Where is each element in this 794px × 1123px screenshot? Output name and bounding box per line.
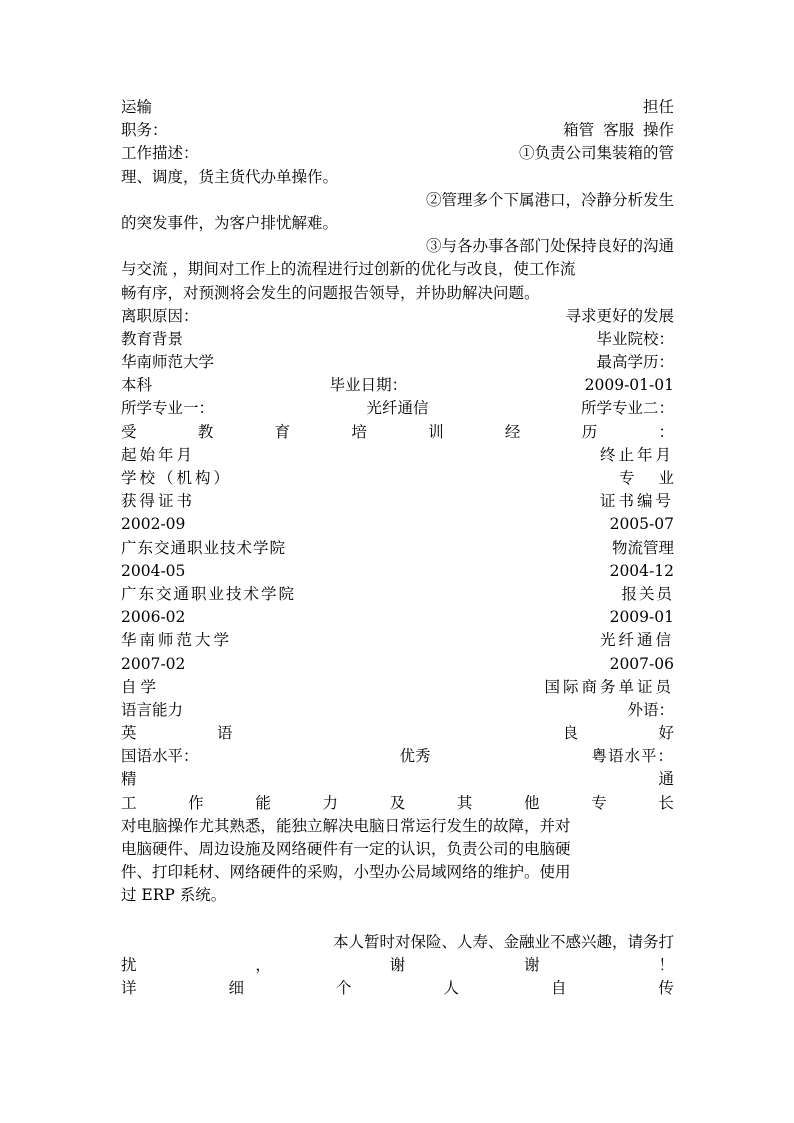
note-line-3 — [121, 977, 674, 1000]
mandarin-label: 国语水平： — [121, 747, 199, 766]
skills-title-char: 其 — [456, 793, 473, 812]
note-char: 谢 — [524, 955, 540, 974]
col-end: 终止年月 — [599, 445, 674, 464]
foreign-char: 好 — [658, 724, 674, 743]
note-line-1 — [121, 931, 674, 954]
skills-title-char: 他 — [524, 793, 540, 812]
col-school-line — [121, 467, 698, 490]
col-cert-no: 证书编号 — [599, 492, 674, 511]
skills-title-char: 专 — [591, 793, 607, 812]
cantonese-char: 精 — [121, 770, 137, 789]
training-title-char: 培 — [351, 422, 367, 441]
record-2-info — [121, 583, 674, 606]
record-end: 2007-06 — [609, 654, 674, 673]
cantonese-char: 通 — [658, 770, 674, 789]
skills-title-char: 力 — [322, 793, 339, 812]
leave-label: 离职原因： — [121, 306, 199, 325]
skills-line-3 — [121, 861, 674, 884]
edu-title-line — [121, 328, 674, 351]
industry-prefix: 运输 — [121, 98, 153, 116]
record-3-dates — [121, 606, 674, 629]
language-section-title: 语言能力 — [121, 700, 184, 719]
record-start: 2006-02 — [121, 608, 186, 627]
mandarin-value: 优秀 — [399, 747, 431, 766]
skills-title-char: 长 — [658, 793, 674, 812]
foreign-char: 英 — [121, 724, 137, 743]
record-major: 光纤通信 — [599, 631, 674, 650]
skills-title-line — [121, 792, 674, 815]
foreign-char: 语 — [216, 724, 233, 743]
record-school: 广东交通职业技术学院 — [121, 584, 297, 603]
industry-line — [121, 96, 674, 119]
col-major: 专业 — [618, 469, 698, 487]
record-major: 国际商务单证员 — [544, 677, 674, 696]
record-end: 2004-12 — [609, 561, 674, 580]
desc-2b: 的突发事件，为客户排忧解难。 — [121, 213, 339, 232]
record-major: 报关员 — [621, 584, 674, 603]
skills-text: 件、打印耗材、网络硬件的采购，小型办公局域网络的维护。使用 — [121, 863, 571, 882]
desc-1b: 理、调度，货主货代办单操作。 — [121, 167, 339, 186]
record-school: 广东交通职业技术学院 — [121, 538, 287, 557]
foreign-line — [121, 722, 674, 745]
col-school: 学校（机构） — [121, 469, 233, 487]
note-line-2 — [121, 954, 674, 977]
grad-date-value: 2009-01-01 — [584, 376, 674, 395]
col-cert: 获得证书 — [121, 492, 196, 511]
school-label: 毕业院校： — [596, 329, 674, 348]
desc-3b: 与交流 ，期间对工作上的流程进行过创新的优化与改良，使工作流 — [121, 260, 576, 279]
record-3-info — [121, 629, 674, 652]
duty-value: 箱管 客服 操作 — [563, 121, 674, 140]
record-1-dates — [121, 513, 674, 536]
training-title-char: 历 — [581, 422, 598, 441]
foreign-char: 良 — [562, 724, 579, 743]
degree-value: 本科 — [121, 376, 153, 395]
leave-value: 寻求更好的发展 — [565, 306, 674, 325]
col-cert-line — [121, 490, 674, 513]
note-char: ， — [255, 955, 271, 974]
training-title-line — [121, 421, 674, 444]
desc-1a: ①负责公司集装箱的管 — [518, 144, 674, 163]
duty-label: 职务： — [121, 121, 168, 140]
skills-title-char: 及 — [389, 793, 406, 812]
title-label: 担任 — [642, 98, 674, 116]
skills-line-1 — [121, 815, 674, 838]
training-title-char: 受 — [121, 422, 137, 441]
skills-title-char: 作 — [188, 793, 204, 812]
desc-line-3 — [121, 189, 674, 212]
skills-text: 过 ERP 系统。 — [121, 886, 227, 905]
record-4-dates — [121, 653, 674, 676]
desc-line-5 — [121, 235, 674, 258]
desc-3a: ③与各办事各部门处保持良好的沟通 — [425, 237, 674, 256]
note-char: 谢 — [389, 955, 406, 974]
note-char: 详 — [121, 979, 137, 998]
skills-text: 电脑硬件、周边设施及网络硬件有一定的认识，负责公司的电脑硬 — [121, 840, 571, 858]
cantonese-label: 粤语水平： — [591, 747, 674, 766]
blank-line — [121, 908, 674, 931]
training-title-char: 经 — [504, 422, 521, 441]
note-char: 细 — [228, 979, 244, 998]
note-char: 扰 — [121, 955, 137, 974]
edu-section-title: 教育背景 — [121, 329, 184, 348]
major1-value: 光纤通信 — [366, 399, 429, 418]
record-school: 华南师范大学 — [121, 631, 233, 650]
note-text: 本人暂时对保险、人寿、金融业不感兴趣，请务打 — [332, 932, 674, 951]
school-value: 华南师范大学 — [121, 353, 215, 372]
foreign-label: 外语： — [627, 700, 674, 719]
desc-line-4 — [121, 212, 674, 235]
record-4-info — [121, 676, 674, 699]
record-school: 自学 — [121, 677, 161, 696]
major1-label: 所学专业一： — [121, 399, 215, 418]
note-char: 人 — [443, 979, 459, 998]
training-title-char: 训 — [428, 422, 444, 441]
skills-line-4 — [121, 884, 674, 907]
record-end: 2005-07 — [609, 515, 674, 534]
cantonese-line — [121, 768, 674, 791]
training-title-char: ： — [658, 422, 674, 441]
note-char: 传 — [658, 979, 674, 998]
col-start: 起始年月 — [121, 445, 196, 464]
note-char: ！ — [658, 955, 674, 974]
degree-line — [121, 374, 674, 397]
desc-line-6 — [121, 258, 674, 281]
note-char: 自 — [550, 979, 567, 998]
col-start-line — [121, 444, 674, 467]
leave-line — [121, 305, 674, 328]
school-line — [121, 351, 674, 374]
grad-date-label: 毕业日期： — [329, 376, 408, 395]
record-major: 物流管理 — [611, 538, 674, 557]
desc-3c: 畅有序，对预测将会发生的问题报告领导，并协助解决问题。 — [121, 283, 540, 302]
language-title-line — [121, 699, 674, 722]
resume-page — [121, 96, 698, 1000]
degree-label: 最高学历： — [596, 353, 674, 372]
record-end: 2009-01 — [609, 608, 674, 627]
desc-2a: ②管理多个下属港口，冷静分析发生 — [425, 190, 674, 209]
dialect-line — [121, 745, 674, 768]
record-2-dates — [121, 560, 674, 583]
desc-label: 工作描述： — [121, 144, 199, 163]
record-start: 2007-02 — [121, 654, 186, 673]
desc-line-2 — [121, 166, 674, 189]
skills-title-char: 能 — [255, 793, 271, 812]
record-start: 2004-05 — [121, 561, 186, 580]
record-start: 2002-09 — [121, 515, 186, 534]
skills-line-2 — [121, 838, 674, 861]
record-1-info — [121, 537, 674, 560]
training-title-char: 育 — [274, 422, 291, 441]
note-char: 个 — [335, 979, 352, 998]
desc-line-7 — [121, 282, 674, 305]
duty-line — [121, 119, 674, 142]
training-title-char: 教 — [197, 422, 214, 441]
desc-line-1 — [121, 142, 674, 165]
skills-title-char: 工 — [121, 793, 137, 812]
major-line — [121, 397, 674, 420]
skills-text: 对电脑操作尤其熟悉，能独立解决电脑日常运行发生的故障，并对 — [121, 816, 571, 835]
major2-label: 所学专业二： — [580, 399, 674, 418]
